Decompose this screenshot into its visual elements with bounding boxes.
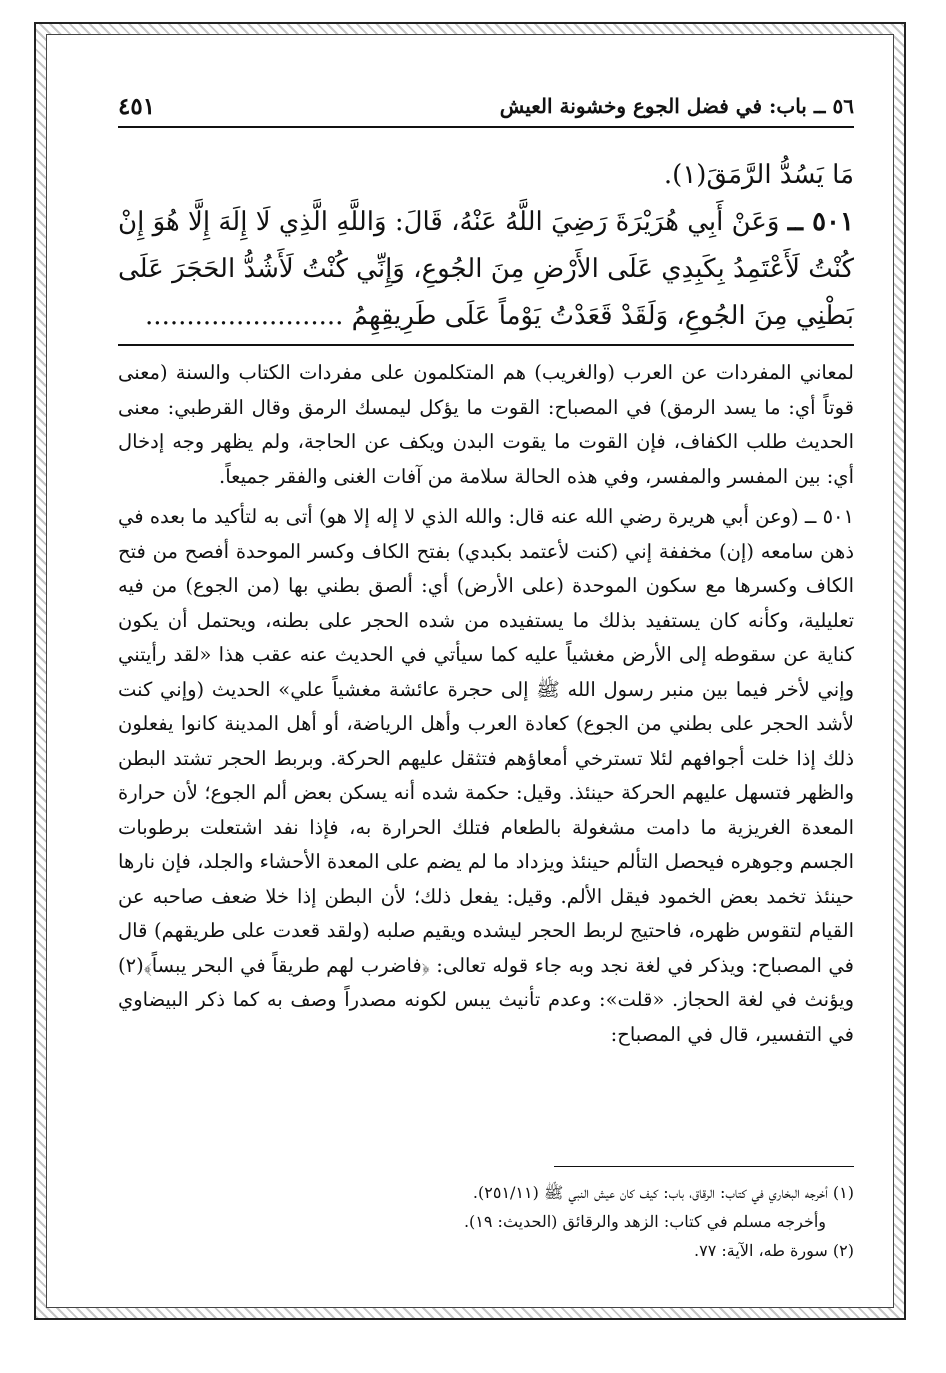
chapter-title: ٥٦ ــ باب: في فضل الجوع وخشونة العيش <box>499 94 854 118</box>
footnote-2: (٢) سورة طه، الآية: ٧٧. <box>694 1241 854 1260</box>
text-separator <box>118 344 854 346</box>
hadith-ellipsis: ........................ <box>145 301 344 331</box>
book-page <box>78 60 854 1300</box>
footnotes <box>118 1178 854 1265</box>
footnote-1: (١) أخرجه البخاري في كتاب: الرقاق، باب: كيف كان عيش النبي ﷺ (٢٥١/١١). <box>472 1183 854 1202</box>
commentary-block <box>118 356 854 1058</box>
hadith-text-block <box>118 152 854 340</box>
header-rule <box>118 126 854 128</box>
hadith-number: ٥٠١ ــ <box>787 207 854 237</box>
hadith-body: وَعَنْ أَبِي هُرَيْرَةَ رَضِيَ اللَّهُ عَنْهُ، قَالَ: وَاللَّهِ الَّذِي لَا إِلَهَ إِلَّا هُوَ إِنْ كُنْتُ لَأَعْتَمِدُ بِكَبِدِي عَلَى الأَرْضِ مِنَ الجُوعِ، وَإِنِّي كُنْتُ لَأَشُدُّ الحَجَرَ عَلَى بَطْنِي مِنَ الجُوعِ، وَلَقَدْ قَعَدْتُ يَوْماً عَلَى طَرِيقِهِمُ <box>118 207 854 331</box>
hadith-continuation: مَا يَسُدُّ الرَّمَقَ(١). <box>663 160 854 190</box>
hadith-501 <box>118 199 854 340</box>
footnote-1-continued: وأخرجه مسلم في كتاب: الزهد والرقائق (الحديث: ١٩). <box>463 1212 826 1231</box>
commentary-paragraph-1: لمعاني المفردات عن العرب (والغريب) هم المتكلمون على مفردات الكتاب والسنة (معنى قوتاً أي: ما يسد الرمق) في المصباح: القوت ما يؤكل ليمسك الرمق وقال القرطبي: معنى الحديث طلب الكفاف، فإن القوت ما يقوت البدن ويكف عن الحاجة، ولم يظهر وجه إدخال أي: بين المفسر والمفسر، وفي هذه الحالة سلامة من آفات الغنى والفقر جميعاً. <box>118 361 854 488</box>
running-header <box>118 86 854 126</box>
commentary-paragraph-2: ٥٠١ ــ (وعن أبي هريرة رضي الله عنه قال: والله الذي لا إله إلا هو) أتى به لتأكيد ما بعده في ذهن سامعه (إن) مخففة إني (كنت لأعتمد بكبدي) بفتح الكاف وكسر الموحدة أفصح من فتح الكاف وكسرها مع سكون الموحدة (على الأرض) أي: ألصق بطني بها (من الجوع) من فيه تعليلية، وكأنه كان يستفيد بذلك ما يستفيده من شده الحجر على بطنه، ويحتمل أن يكون كناية عن سقوطه إلى الأرض مغشياً عليه كما سيأتي في الحديث عنه عقب هذا «لقد رأيتني وإني لأخر فيما بين منبر رسول الله ﷺ إلى حجرة عائشة مغشياً علي» الحديث (وإني كنت لأشد الحجر على بطني من الجوع) كعادة العرب وأهل الرياضة، أو أهل المدينة كانوا يفعلون ذلك إذا خلت أجوافهم لئلا تسترخي أمعاؤهم فتثقل عليهم الحركة. وبربط الحجر تشتد البطن والظهر فتسهل عليهم الحركة حينئذ. وقيل: حكمة شده أنه يسكن بعض ألم الجوع؛ لأن حرارة المعدة الغريزية ما دامت مشغولة بالطعام فتلك الحرارة به، فإذا نفد اشتعلت برطوبات الجسم وجوهره فيحصل التألم حينئذ ويزداد ما لم يضم على المعدة الأحشاء والجلد، فإن نارها حينئذ تخمد بعض الخمود فيقل الألم. وقيل: يفعل ذلك؛ لأن البطن إذا خلا ضعف صاحبه عن القيام لتقوس ظهره، فاحتيج لربط الحجر ليشده ويقيم صلبه (ولقد قعدت على طريقهم) قال في المصباح: ويذكر في لغة نجد وبه جاء قوله تعالى: ﴿فاضرب لهم طريقاً في البحر يبساً﴾(٢) ويؤنث في لغة الحجاز. «قلت»: وعدم تأنيث يبس لكونه مصدراً وصف به كما ذكر البيضاوي في التفسير، قال في المصباح: <box>118 505 854 1046</box>
footnote-rule <box>554 1166 854 1167</box>
page-number: ٤٥١ <box>118 92 156 120</box>
